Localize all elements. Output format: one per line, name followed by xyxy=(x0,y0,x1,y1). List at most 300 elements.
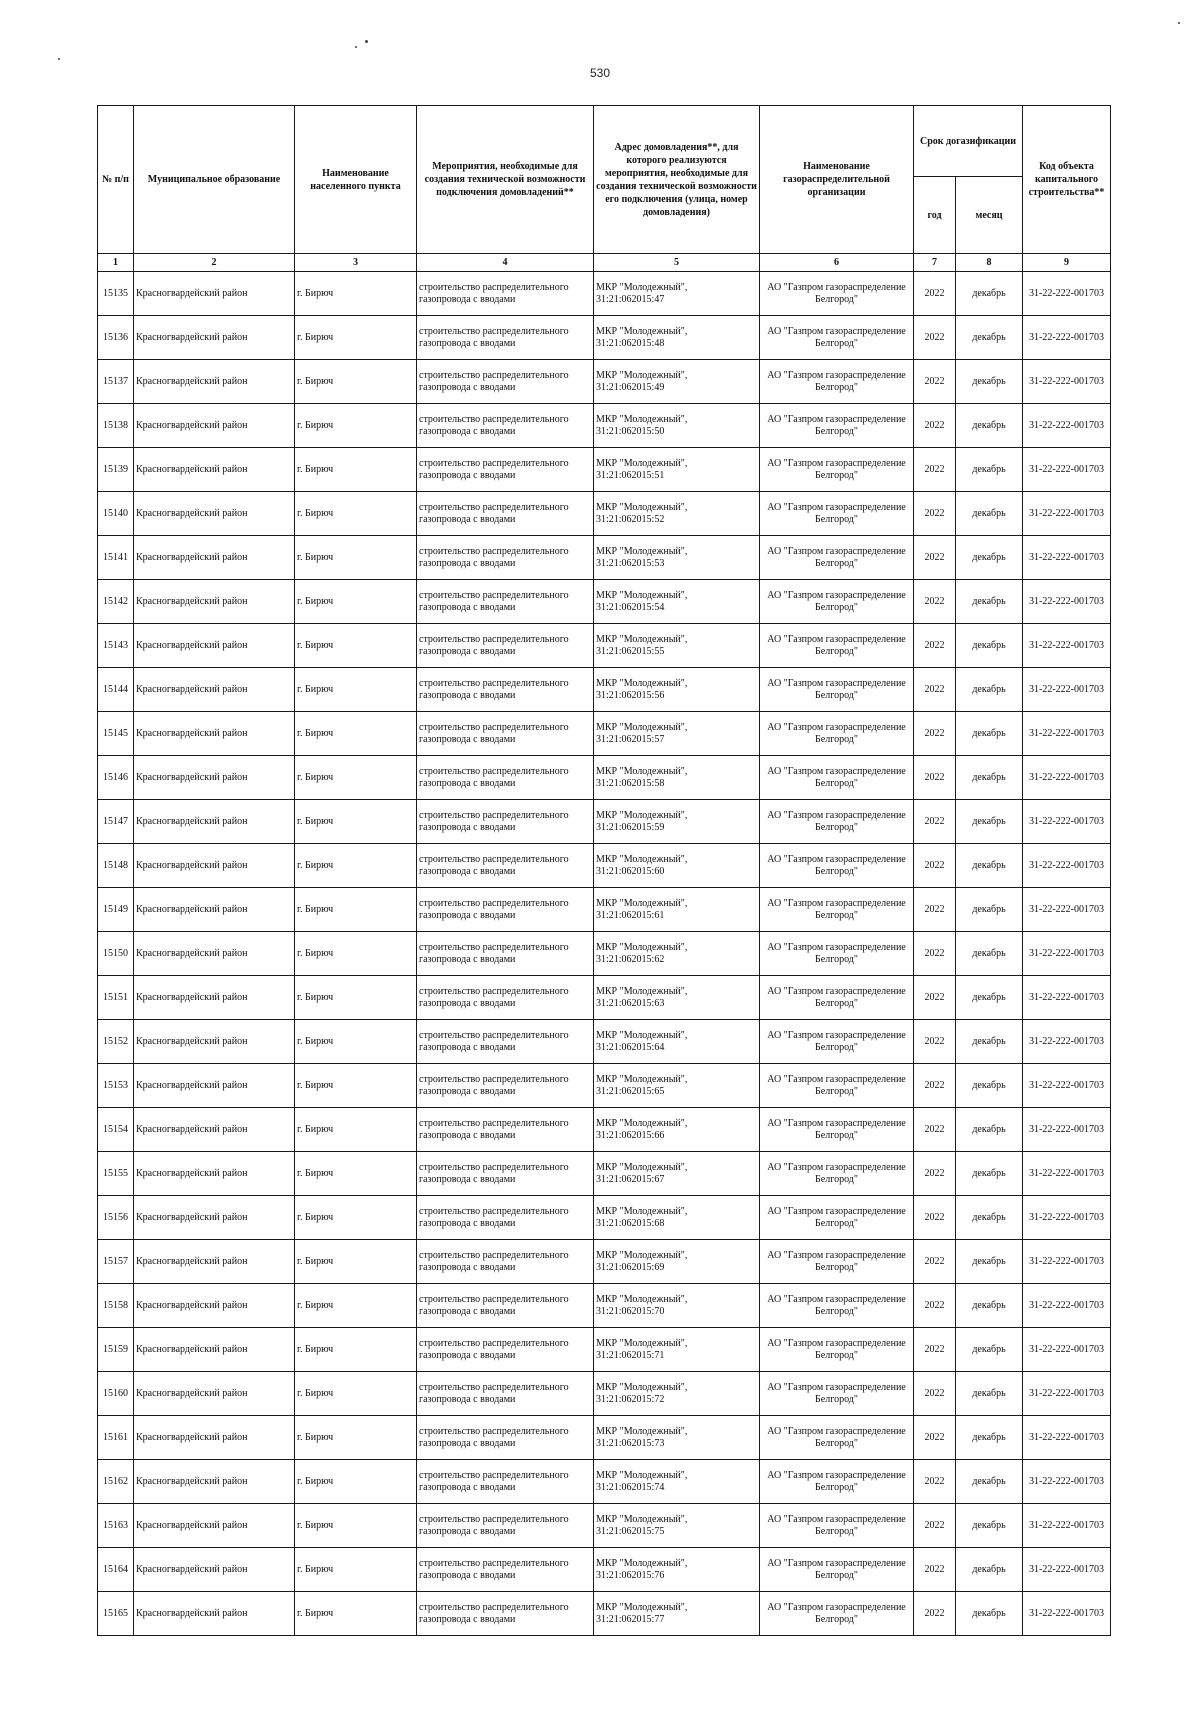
row-number: 15137 xyxy=(98,360,134,404)
settlement-cell: г. Бирюч xyxy=(295,1460,417,1504)
measures-cell: строительство распределительного газопровода с вводами xyxy=(417,1372,594,1416)
municipality-cell: Красногвардейский район xyxy=(134,316,295,360)
year-cell: 2022 xyxy=(914,800,956,844)
column-number: 6 xyxy=(760,254,914,272)
code-cell: 31-22-222-001703 xyxy=(1023,624,1111,668)
municipality-cell: Красногвардейский район xyxy=(134,404,295,448)
scan-speck xyxy=(58,58,60,60)
row-number: 15157 xyxy=(98,1240,134,1284)
municipality-cell: Красногвардейский район xyxy=(134,976,295,1020)
address-cell: МКР "Молодежный", 31:21:062015:65 xyxy=(594,1064,760,1108)
organization-cell: АО "Газпром газораспределение Белгород" xyxy=(760,1548,914,1592)
year-cell: 2022 xyxy=(914,1240,956,1284)
code-cell: 31-22-222-001703 xyxy=(1023,1108,1111,1152)
organization-cell: АО "Газпром газораспределение Белгород" xyxy=(760,360,914,404)
measures-cell: строительство распределительного газопровода с вводами xyxy=(417,1196,594,1240)
month-cell: декабрь xyxy=(956,800,1023,844)
organization-cell: АО "Газпром газораспределение Белгород" xyxy=(760,756,914,800)
code-cell: 31-22-222-001703 xyxy=(1023,1064,1111,1108)
month-cell: декабрь xyxy=(956,844,1023,888)
settlement-cell: г. Бирюч xyxy=(295,1372,417,1416)
year-cell: 2022 xyxy=(914,668,956,712)
address-cell: МКР "Молодежный", 31:21:062015:59 xyxy=(594,800,760,844)
measures-cell: строительство распределительного газопровода с вводами xyxy=(417,1284,594,1328)
page-number: 530 xyxy=(589,66,611,80)
month-cell: декабрь xyxy=(956,888,1023,932)
measures-cell: строительство распределительного газопровода с вводами xyxy=(417,1064,594,1108)
municipality-cell: Красногвардейский район xyxy=(134,1592,295,1636)
organization-cell: АО "Газпром газораспределение Белгород" xyxy=(760,580,914,624)
year-cell: 2022 xyxy=(914,1460,956,1504)
table-row xyxy=(98,712,1111,756)
measures-cell: строительство распределительного газопровода с вводами xyxy=(417,756,594,800)
organization-cell: АО "Газпром газораспределение Белгород" xyxy=(760,272,914,316)
organization-cell: АО "Газпром газораспределение Белгород" xyxy=(760,1240,914,1284)
organization-cell: АО "Газпром газораспределение Белгород" xyxy=(760,976,914,1020)
row-number: 15156 xyxy=(98,1196,134,1240)
municipality-cell: Красногвардейский район xyxy=(134,492,295,536)
table-row xyxy=(98,1240,1111,1284)
header-measures: Мероприятия, необходимые для создания технической возможности подключения домовладений** xyxy=(417,106,594,254)
municipality-cell: Красногвардейский район xyxy=(134,1460,295,1504)
settlement-cell: г. Бирюч xyxy=(295,404,417,448)
table-row xyxy=(98,492,1111,536)
address-cell: МКР "Молодежный", 31:21:062015:74 xyxy=(594,1460,760,1504)
organization-cell: АО "Газпром газораспределение Белгород" xyxy=(760,404,914,448)
month-cell: декабрь xyxy=(956,1152,1023,1196)
measures-cell: строительство распределительного газопровода с вводами xyxy=(417,492,594,536)
measures-cell: строительство распределительного газопровода с вводами xyxy=(417,1152,594,1196)
month-cell: декабрь xyxy=(956,536,1023,580)
address-cell: МКР "Молодежный", 31:21:062015:57 xyxy=(594,712,760,756)
code-cell: 31-22-222-001703 xyxy=(1023,976,1111,1020)
month-cell: декабрь xyxy=(956,1592,1023,1636)
year-cell: 2022 xyxy=(914,1020,956,1064)
municipality-cell: Красногвардейский район xyxy=(134,360,295,404)
month-cell: декабрь xyxy=(956,756,1023,800)
settlement-cell: г. Бирюч xyxy=(295,272,417,316)
table-row xyxy=(98,1592,1111,1636)
settlement-cell: г. Бирюч xyxy=(295,316,417,360)
address-cell: МКР "Молодежный", 31:21:062015:61 xyxy=(594,888,760,932)
organization-cell: АО "Газпром газораспределение Белгород" xyxy=(760,1152,914,1196)
settlement-cell: г. Бирюч xyxy=(295,888,417,932)
month-cell: декабрь xyxy=(956,712,1023,756)
column-number: 7 xyxy=(914,254,956,272)
row-number: 15150 xyxy=(98,932,134,976)
measures-cell: строительство распределительного газопровода с вводами xyxy=(417,976,594,1020)
organization-cell: АО "Газпром газораспределение Белгород" xyxy=(760,888,914,932)
row-number: 15164 xyxy=(98,1548,134,1592)
organization-cell: АО "Газпром газораспределение Белгород" xyxy=(760,1328,914,1372)
row-number: 15163 xyxy=(98,1504,134,1548)
code-cell: 31-22-222-001703 xyxy=(1023,1196,1111,1240)
row-number: 15155 xyxy=(98,1152,134,1196)
address-cell: МКР "Молодежный", 31:21:062015:56 xyxy=(594,668,760,712)
address-cell: МКР "Молодежный", 31:21:062015:63 xyxy=(594,976,760,1020)
settlement-cell: г. Бирюч xyxy=(295,1152,417,1196)
municipality-cell: Красногвардейский район xyxy=(134,932,295,976)
address-cell: МКР "Молодежный", 31:21:062015:58 xyxy=(594,756,760,800)
municipality-cell: Красногвардейский район xyxy=(134,1196,295,1240)
row-number: 15140 xyxy=(98,492,134,536)
code-cell: 31-22-222-001703 xyxy=(1023,1460,1111,1504)
header-month: месяц xyxy=(956,177,1023,254)
month-cell: декабрь xyxy=(956,1372,1023,1416)
year-cell: 2022 xyxy=(914,844,956,888)
year-cell: 2022 xyxy=(914,404,956,448)
month-cell: декабрь xyxy=(956,932,1023,976)
address-cell: МКР "Молодежный", 31:21:062015:49 xyxy=(594,360,760,404)
municipality-cell: Красногвардейский район xyxy=(134,888,295,932)
measures-cell: строительство распределительного газопровода с вводами xyxy=(417,1020,594,1064)
measures-cell: строительство распределительного газопровода с вводами xyxy=(417,800,594,844)
gasification-table xyxy=(97,105,1111,1636)
address-cell: МКР "Молодежный", 31:21:062015:55 xyxy=(594,624,760,668)
month-cell: декабрь xyxy=(956,668,1023,712)
table-body xyxy=(98,272,1111,1636)
table-row xyxy=(98,448,1111,492)
organization-cell: АО "Газпром газораспределение Белгород" xyxy=(760,1020,914,1064)
organization-cell: АО "Газпром газораспределение Белгород" xyxy=(760,712,914,756)
code-cell: 31-22-222-001703 xyxy=(1023,360,1111,404)
settlement-cell: г. Бирюч xyxy=(295,580,417,624)
settlement-cell: г. Бирюч xyxy=(295,1416,417,1460)
address-cell: МКР "Молодежный", 31:21:062015:54 xyxy=(594,580,760,624)
row-number: 15161 xyxy=(98,1416,134,1460)
code-cell: 31-22-222-001703 xyxy=(1023,1548,1111,1592)
organization-cell: АО "Газпром газораспределение Белгород" xyxy=(760,1284,914,1328)
table-row xyxy=(98,1196,1111,1240)
organization-cell: АО "Газпром газораспределение Белгород" xyxy=(760,1504,914,1548)
address-cell: МКР "Молодежный", 31:21:062015:66 xyxy=(594,1108,760,1152)
month-cell: декабрь xyxy=(956,1064,1023,1108)
header-code: Код объекта капитального строительства** xyxy=(1023,106,1111,254)
table-row xyxy=(98,1152,1111,1196)
address-cell: МКР "Молодежный", 31:21:062015:64 xyxy=(594,1020,760,1064)
month-cell: декабрь xyxy=(956,624,1023,668)
code-cell: 31-22-222-001703 xyxy=(1023,1592,1111,1636)
municipality-cell: Красногвардейский район xyxy=(134,624,295,668)
measures-cell: строительство распределительного газопровода с вводами xyxy=(417,1460,594,1504)
year-cell: 2022 xyxy=(914,1328,956,1372)
measures-cell: строительство распределительного газопровода с вводами xyxy=(417,360,594,404)
address-cell: МКР "Молодежный", 31:21:062015:76 xyxy=(594,1548,760,1592)
table-row xyxy=(98,888,1111,932)
table-row xyxy=(98,756,1111,800)
row-number: 15152 xyxy=(98,1020,134,1064)
measures-cell: строительство распределительного газопровода с вводами xyxy=(417,404,594,448)
header-row-1 xyxy=(98,106,1111,177)
table-row xyxy=(98,1548,1111,1592)
table-row xyxy=(98,1328,1111,1372)
municipality-cell: Красногвардейский район xyxy=(134,1284,295,1328)
address-cell: МКР "Молодежный", 31:21:062015:62 xyxy=(594,932,760,976)
organization-cell: АО "Газпром газораспределение Белгород" xyxy=(760,1592,914,1636)
settlement-cell: г. Бирюч xyxy=(295,492,417,536)
address-cell: МКР "Молодежный", 31:21:062015:51 xyxy=(594,448,760,492)
month-cell: декабрь xyxy=(956,1108,1023,1152)
table-row xyxy=(98,932,1111,976)
municipality-cell: Красногвардейский район xyxy=(134,1020,295,1064)
measures-cell: строительство распределительного газопровода с вводами xyxy=(417,932,594,976)
table-row xyxy=(98,1064,1111,1108)
month-cell: декабрь xyxy=(956,580,1023,624)
settlement-cell: г. Бирюч xyxy=(295,448,417,492)
year-cell: 2022 xyxy=(914,976,956,1020)
table-row xyxy=(98,404,1111,448)
table-row xyxy=(98,536,1111,580)
organization-cell: АО "Газпром газораспределение Белгород" xyxy=(760,1064,914,1108)
settlement-cell: г. Бирюч xyxy=(295,976,417,1020)
address-cell: МКР "Молодежный", 31:21:062015:75 xyxy=(594,1504,760,1548)
settlement-cell: г. Бирюч xyxy=(295,932,417,976)
code-cell: 31-22-222-001703 xyxy=(1023,1284,1111,1328)
address-cell: МКР "Молодежный", 31:21:062015:50 xyxy=(594,404,760,448)
month-cell: декабрь xyxy=(956,1196,1023,1240)
settlement-cell: г. Бирюч xyxy=(295,1020,417,1064)
year-cell: 2022 xyxy=(914,932,956,976)
scan-speck xyxy=(355,46,357,48)
row-number: 15159 xyxy=(98,1328,134,1372)
code-cell: 31-22-222-001703 xyxy=(1023,272,1111,316)
table-row xyxy=(98,976,1111,1020)
address-cell: МКР "Молодежный", 31:21:062015:70 xyxy=(594,1284,760,1328)
column-number: 4 xyxy=(417,254,594,272)
municipality-cell: Красногвардейский район xyxy=(134,448,295,492)
organization-cell: АО "Газпром газораспределение Белгород" xyxy=(760,448,914,492)
month-cell: декабрь xyxy=(956,976,1023,1020)
municipality-cell: Красногвардейский район xyxy=(134,800,295,844)
month-cell: декабрь xyxy=(956,360,1023,404)
organization-cell: АО "Газпром газораспределение Белгород" xyxy=(760,844,914,888)
municipality-cell: Красногвардейский район xyxy=(134,1064,295,1108)
organization-cell: АО "Газпром газораспределение Белгород" xyxy=(760,536,914,580)
row-number: 15153 xyxy=(98,1064,134,1108)
year-cell: 2022 xyxy=(914,316,956,360)
address-cell: МКР "Молодежный", 31:21:062015:68 xyxy=(594,1196,760,1240)
address-cell: МКР "Молодежный", 31:21:062015:52 xyxy=(594,492,760,536)
municipality-cell: Красногвардейский район xyxy=(134,1152,295,1196)
municipality-cell: Красногвардейский район xyxy=(134,1372,295,1416)
organization-cell: АО "Газпром газораспределение Белгород" xyxy=(760,316,914,360)
settlement-cell: г. Бирюч xyxy=(295,1548,417,1592)
settlement-cell: г. Бирюч xyxy=(295,536,417,580)
year-cell: 2022 xyxy=(914,448,956,492)
measures-cell: строительство распределительного газопровода с вводами xyxy=(417,712,594,756)
organization-cell: АО "Газпром газораспределение Белгород" xyxy=(760,932,914,976)
year-cell: 2022 xyxy=(914,1152,956,1196)
column-number: 3 xyxy=(295,254,417,272)
table-row xyxy=(98,800,1111,844)
month-cell: декабрь xyxy=(956,492,1023,536)
table-row xyxy=(98,360,1111,404)
measures-cell: строительство распределительного газопровода с вводами xyxy=(417,316,594,360)
municipality-cell: Красногвардейский район xyxy=(134,668,295,712)
header-municipality: Муниципальное образование xyxy=(134,106,295,254)
year-cell: 2022 xyxy=(914,1372,956,1416)
row-number: 15165 xyxy=(98,1592,134,1636)
year-cell: 2022 xyxy=(914,1548,956,1592)
measures-cell: строительство распределительного газопровода с вводами xyxy=(417,1592,594,1636)
address-cell: МКР "Молодежный", 31:21:062015:48 xyxy=(594,316,760,360)
row-number: 15144 xyxy=(98,668,134,712)
column-number: 9 xyxy=(1023,254,1111,272)
measures-cell: строительство распределительного газопровода с вводами xyxy=(417,668,594,712)
measures-cell: строительство распределительного газопровода с вводами xyxy=(417,1504,594,1548)
address-cell: МКР "Молодежный", 31:21:062015:67 xyxy=(594,1152,760,1196)
table-row xyxy=(98,1020,1111,1064)
municipality-cell: Красногвардейский район xyxy=(134,1328,295,1372)
table-row xyxy=(98,1284,1111,1328)
month-cell: декабрь xyxy=(956,448,1023,492)
settlement-cell: г. Бирюч xyxy=(295,1064,417,1108)
year-cell: 2022 xyxy=(914,712,956,756)
address-cell: МКР "Молодежный", 31:21:062015:73 xyxy=(594,1416,760,1460)
municipality-cell: Красногвардейский район xyxy=(134,536,295,580)
row-number: 15145 xyxy=(98,712,134,756)
code-cell: 31-22-222-001703 xyxy=(1023,756,1111,800)
settlement-cell: г. Бирюч xyxy=(295,712,417,756)
year-cell: 2022 xyxy=(914,1108,956,1152)
settlement-cell: г. Бирюч xyxy=(295,844,417,888)
year-cell: 2022 xyxy=(914,492,956,536)
row-number: 15142 xyxy=(98,580,134,624)
municipality-cell: Красногвардейский район xyxy=(134,1548,295,1592)
settlement-cell: г. Бирюч xyxy=(295,1284,417,1328)
code-cell: 31-22-222-001703 xyxy=(1023,492,1111,536)
code-cell: 31-22-222-001703 xyxy=(1023,1020,1111,1064)
code-cell: 31-22-222-001703 xyxy=(1023,888,1111,932)
month-cell: декабрь xyxy=(956,272,1023,316)
month-cell: декабрь xyxy=(956,404,1023,448)
code-cell: 31-22-222-001703 xyxy=(1023,1372,1111,1416)
municipality-cell: Красногвардейский район xyxy=(134,756,295,800)
scan-speck xyxy=(1178,22,1180,24)
measures-cell: строительство распределительного газопровода с вводами xyxy=(417,844,594,888)
year-cell: 2022 xyxy=(914,1504,956,1548)
year-cell: 2022 xyxy=(914,272,956,316)
year-cell: 2022 xyxy=(914,888,956,932)
code-cell: 31-22-222-001703 xyxy=(1023,1504,1111,1548)
municipality-cell: Красногвардейский район xyxy=(134,1108,295,1152)
measures-cell: строительство распределительного газопровода с вводами xyxy=(417,1108,594,1152)
organization-cell: АО "Газпром газораспределение Белгород" xyxy=(760,1460,914,1504)
settlement-cell: г. Бирюч xyxy=(295,1108,417,1152)
row-number: 15135 xyxy=(98,272,134,316)
code-cell: 31-22-222-001703 xyxy=(1023,844,1111,888)
header-address: Адрес домовладения**, для которого реализуются мероприятия, необходимые для создания технической возможности его подключения (улица, номер домовладения) xyxy=(594,106,760,254)
code-cell: 31-22-222-001703 xyxy=(1023,536,1111,580)
settlement-cell: г. Бирюч xyxy=(295,756,417,800)
row-number: 15138 xyxy=(98,404,134,448)
year-cell: 2022 xyxy=(914,536,956,580)
table-row xyxy=(98,668,1111,712)
municipality-cell: Красногвардейский район xyxy=(134,712,295,756)
municipality-cell: Красногвардейский район xyxy=(134,272,295,316)
code-cell: 31-22-222-001703 xyxy=(1023,580,1111,624)
table-row xyxy=(98,1504,1111,1548)
organization-cell: АО "Газпром газораспределение Белгород" xyxy=(760,1196,914,1240)
row-number: 15149 xyxy=(98,888,134,932)
code-cell: 31-22-222-001703 xyxy=(1023,712,1111,756)
month-cell: декабрь xyxy=(956,1504,1023,1548)
organization-cell: АО "Газпром газораспределение Белгород" xyxy=(760,492,914,536)
row-number: 15146 xyxy=(98,756,134,800)
measures-cell: строительство распределительного газопровода с вводами xyxy=(417,1240,594,1284)
table-row xyxy=(98,1460,1111,1504)
table-row xyxy=(98,844,1111,888)
year-cell: 2022 xyxy=(914,1064,956,1108)
month-cell: декабрь xyxy=(956,316,1023,360)
row-number: 15139 xyxy=(98,448,134,492)
settlement-cell: г. Бирюч xyxy=(295,800,417,844)
code-cell: 31-22-222-001703 xyxy=(1023,1152,1111,1196)
organization-cell: АО "Газпром газораспределение Белгород" xyxy=(760,1416,914,1460)
row-number: 15151 xyxy=(98,976,134,1020)
month-cell: декабрь xyxy=(956,1284,1023,1328)
row-number: 15160 xyxy=(98,1372,134,1416)
settlement-cell: г. Бирюч xyxy=(295,624,417,668)
row-number: 15162 xyxy=(98,1460,134,1504)
column-number: 5 xyxy=(594,254,760,272)
year-cell: 2022 xyxy=(914,1592,956,1636)
column-number-row xyxy=(98,254,1111,272)
year-cell: 2022 xyxy=(914,1196,956,1240)
table-row xyxy=(98,1372,1111,1416)
row-number: 15158 xyxy=(98,1284,134,1328)
municipality-cell: Красногвардейский район xyxy=(134,580,295,624)
month-cell: декабрь xyxy=(956,1240,1023,1284)
code-cell: 31-22-222-001703 xyxy=(1023,1416,1111,1460)
measures-cell: строительство распределительного газопровода с вводами xyxy=(417,1328,594,1372)
settlement-cell: г. Бирюч xyxy=(295,1240,417,1284)
header-organization: Наименование газораспределительной организации xyxy=(760,106,914,254)
row-number: 15148 xyxy=(98,844,134,888)
table-row xyxy=(98,580,1111,624)
row-number: 15136 xyxy=(98,316,134,360)
measures-cell: строительство распределительного газопровода с вводами xyxy=(417,580,594,624)
column-number: 1 xyxy=(98,254,134,272)
measures-cell: строительство распределительного газопровода с вводами xyxy=(417,272,594,316)
year-cell: 2022 xyxy=(914,360,956,404)
address-cell: МКР "Молодежный", 31:21:062015:71 xyxy=(594,1328,760,1372)
row-number: 15154 xyxy=(98,1108,134,1152)
month-cell: декабрь xyxy=(956,1416,1023,1460)
settlement-cell: г. Бирюч xyxy=(295,1504,417,1548)
address-cell: МКР "Молодежный", 31:21:062015:72 xyxy=(594,1372,760,1416)
measures-cell: строительство распределительного газопровода с вводами xyxy=(417,1416,594,1460)
column-number: 8 xyxy=(956,254,1023,272)
measures-cell: строительство распределительного газопровода с вводами xyxy=(417,1548,594,1592)
measures-cell: строительство распределительного газопровода с вводами xyxy=(417,624,594,668)
year-cell: 2022 xyxy=(914,580,956,624)
month-cell: декабрь xyxy=(956,1548,1023,1592)
year-cell: 2022 xyxy=(914,756,956,800)
table-row xyxy=(98,316,1111,360)
municipality-cell: Красногвардейский район xyxy=(134,844,295,888)
code-cell: 31-22-222-001703 xyxy=(1023,668,1111,712)
year-cell: 2022 xyxy=(914,1284,956,1328)
year-cell: 2022 xyxy=(914,1416,956,1460)
month-cell: декабрь xyxy=(956,1020,1023,1064)
address-cell: МКР "Молодежный", 31:21:062015:60 xyxy=(594,844,760,888)
header-year: год xyxy=(914,177,956,254)
organization-cell: АО "Газпром газораспределение Белгород" xyxy=(760,624,914,668)
row-number: 15143 xyxy=(98,624,134,668)
header-num: № п/п xyxy=(98,106,134,254)
organization-cell: АО "Газпром газораспределение Белгород" xyxy=(760,800,914,844)
